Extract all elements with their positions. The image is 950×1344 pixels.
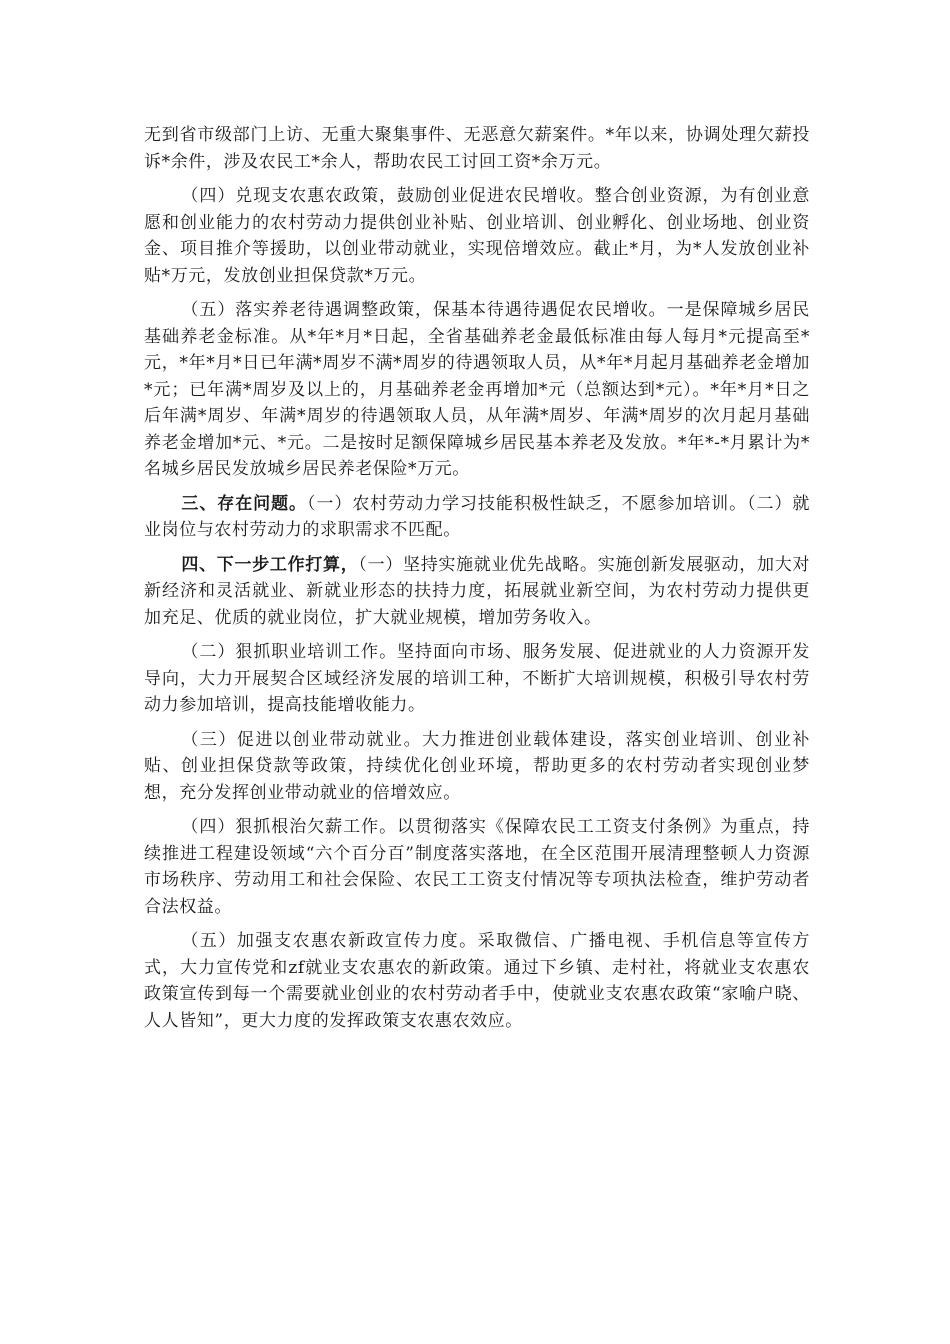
- paragraph-text: （五）落实养老待遇调整政策，保基本待遇待遇促农民增收。一是保障城乡居民基础养老金标准。从*年*月*日起，全省基础养老金最低标准由每人每月*元提高至*元，*年*月*日已年满*周岁不满*周岁的待遇领取人员，从*年*月起月基础养老金增加*元；已年满*周岁及以上的，月基础养老金再增加*元（总额达到*元）。*年*月*日之后年满*周岁、年满*周岁的待遇领取人员，从年满*周岁、年满*周岁的次月起月基础养老金增加*元、*元。二是按时足额保障城乡居民基本养老及发放。*年*-*月累计为*名城乡居民发放城乡居民养老保险*万元。: [144, 300, 810, 479]
- section-heading: 四、下一步工作打算，: [181, 554, 359, 575]
- section-heading: 三、存在问题。: [181, 493, 307, 514]
- paragraph-entrepreneurship: [144, 727, 810, 807]
- paragraph-text: （五）加强支农惠农新政宣传力度。采取微信、广播电视、手机信息等宣传方式，大力宣传党和zf就业支农惠农的新政策。通过下乡镇、走村社，将就业支农惠农政策宣传到每一个需要就业创业的农村劳动者手中，使就业支农惠农政策“家喻户晓、人人皆知”，更大力度的发挥政策支农惠农效应。: [144, 931, 810, 1031]
- paragraph-existing-problems: [144, 491, 810, 544]
- paragraph-next-steps: [144, 552, 810, 632]
- paragraph-publicity: [144, 928, 810, 1034]
- paragraph-continuation: [144, 122, 810, 175]
- paragraph-text: （一）农村劳动力学习技能积极性缺乏，不愿参加培训。（二）就业岗位与农村劳动力的求职需求不匹配。: [144, 493, 810, 540]
- paragraph-text: （四）狠抓根治欠薪工作。以贯彻落实《保障农民工工资支付条例》为重点，持续推进工程建设领域“六个百分百”制度落实落地，在全区范围开展清理整顿人力资源市场秩序、劳动用工和社会保险、农民工工资支付情况等专项执法检查，维护劳动者合法权益。: [144, 817, 810, 917]
- paragraph-pension-policy: [144, 297, 810, 483]
- paragraph-text: （二）狠抓职业培训工作。坚持面向市场、服务发展、促进就业的人力资源开发导向，大力开展契合区域经济发展的培训工种，不断扩大培训规模，积极引导农村劳动力参加培训，提高技能增收能力。: [144, 642, 810, 715]
- paragraph-text: （一）坚持实施就业优先战略。实施创新发展驱动，加大对新经济和灵活就业、新就业形态的扶持力度，拓展就业新空间，为农村劳动力提供更加充足、优质的就业岗位，扩大就业规模，增加劳务收入。: [144, 554, 810, 628]
- paragraph-rural-policy: [144, 183, 810, 289]
- paragraph-text: （三）促进以创业带动就业。大力推进创业载体建设，落实创业培训、创业补贴、创业担保贷款等政策，持续优化创业环境，帮助更多的农村劳动者实现创业梦想，充分发挥创业带动就业的倍增效应。: [144, 729, 810, 803]
- paragraph-vocational-training: [144, 639, 810, 719]
- document-body: [144, 122, 810, 1042]
- paragraph-text: 无到省市级部门上访、无重大聚集事件、无恶意欠薪案件。*年以来，协调处理欠薪投诉*余件，涉及农民工*余人，帮助农民工讨回工资*余万元。: [144, 125, 810, 172]
- paragraph-wage-arrears: [144, 814, 810, 920]
- paragraph-text: （四）兑现支农惠农政策，鼓励创业促进农民增收。整合创业资源，为有创业意愿和创业能力的农村劳动力提供创业补贴、创业培训、创业孵化、创业场地、创业资金、项目推介等援助，以创业带动就业，实现倍增效应。截止*月，为*人发放创业补贴*万元，发放创业担保贷款*万元。: [144, 186, 810, 286]
